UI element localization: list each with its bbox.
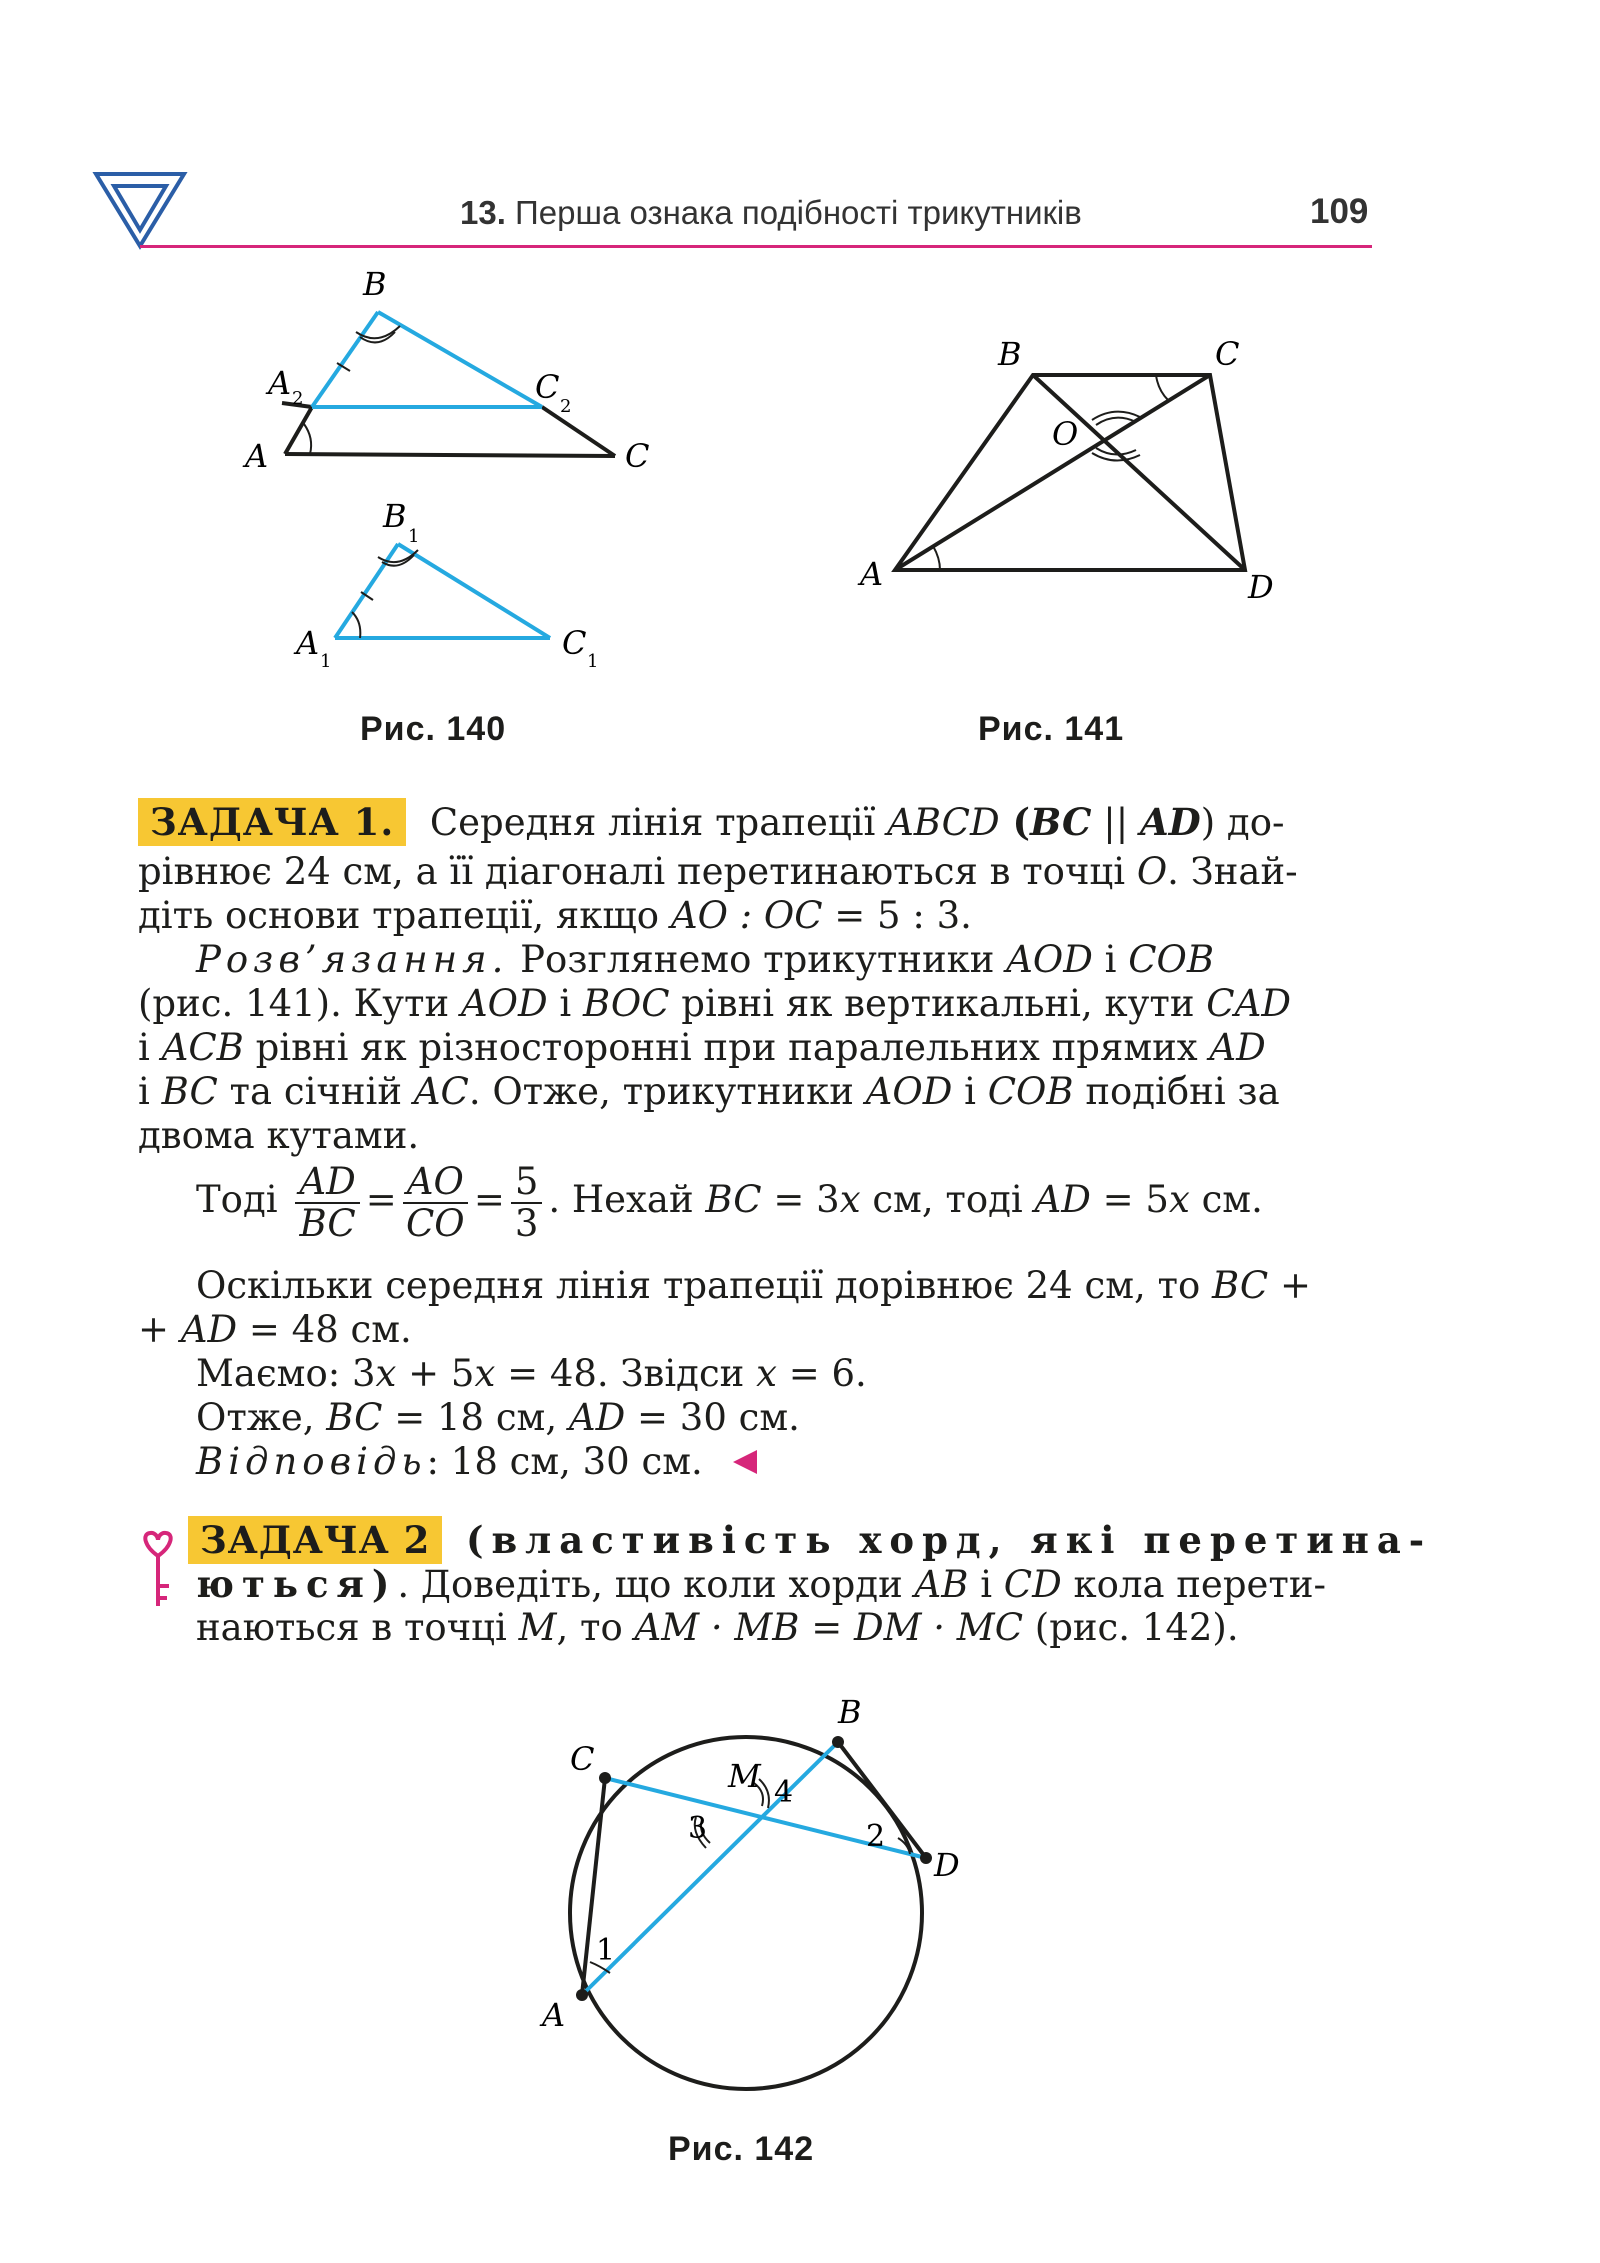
task1-line10: Оскільки середня лінія трапеції дорівнює 24 см, то BC +	[196, 1264, 1311, 1307]
figure-142	[520, 1680, 990, 2120]
svg-text:2: 2	[292, 388, 304, 409]
svg-text:C: C	[562, 624, 587, 662]
fraction-ao-co: $\frac{AO}{CO}$	[403, 1162, 468, 1244]
section-title: 13. Перша ознака подібності трикутників	[460, 194, 1082, 231]
svg-text:A: A	[268, 364, 292, 402]
label-B: B	[363, 265, 387, 303]
svg-text:D: D	[1248, 568, 1274, 606]
svg-text:4: 4	[774, 1775, 794, 1810]
svg-text:M: M	[728, 1757, 761, 1795]
svg-text:B: B	[383, 497, 407, 535]
svg-text:1: 1	[596, 1933, 616, 1968]
svg-text:2: 2	[560, 396, 572, 417]
key-icon	[136, 1528, 180, 1610]
figure-140	[230, 262, 670, 682]
task1-line13: Отже, BC = 18 см, AD = 30 см.	[196, 1396, 800, 1439]
svg-text:1: 1	[587, 651, 599, 672]
svg-text:C: C	[1215, 335, 1240, 373]
task1-label: ЗАДАЧА 1.	[138, 798, 406, 846]
task1-line8: двома кутами.	[138, 1114, 420, 1157]
caption-fig142: Рис. 142	[668, 2130, 815, 2168]
svg-text:B: B	[838, 1693, 862, 1731]
task1-line9: Тоді $\frac{AD}{BC}$ = $\frac{AO}{CO}$ = $\frac{5}{3}$ . Нехай BC = 3x см, тоді AD = 5x см.	[196, 1159, 1263, 1245]
svg-text:A: A	[296, 624, 320, 662]
task1-answer: Відповідь: 18 см, 30 см.	[196, 1440, 1432, 1484]
caption-fig141: Рис. 141	[978, 710, 1125, 748]
svg-text:C: C	[535, 368, 560, 406]
svg-text:C: C	[625, 437, 650, 475]
end-of-solution-icon	[729, 1446, 761, 1478]
task1-line1: ЗАДАЧА 1. Середня лінія трапеції ABCD (BC || AD) до-	[138, 800, 1374, 845]
svg-text:1: 1	[408, 526, 420, 547]
page-number: 109	[1310, 192, 1369, 231]
svg-text:2: 2	[866, 1819, 886, 1854]
task1-line2: рівнює 24 см, а її діагоналі перетинаються в точці O. Знай-	[138, 850, 1298, 893]
figure-141	[840, 330, 1290, 610]
task1-line4: Розв’язання. Розглянемо трикутники AOD і COB	[196, 938, 1215, 981]
section-logo-icon	[92, 168, 188, 252]
svg-text:3: 3	[688, 1811, 708, 1846]
fraction-5-3: $\frac{5}{3}$	[511, 1162, 543, 1244]
header-divider	[140, 245, 1372, 248]
svg-text:A: A	[860, 555, 884, 593]
task2-line2: ються). Доведіть, що коли хорди AB і CD кола перети-	[196, 1562, 1327, 1606]
task1-line12: Маємо: 3x + 5x = 48. Звідси x = 6.	[196, 1352, 867, 1395]
fraction-ad-bc: $\frac{AD}{BC}$	[295, 1162, 359, 1244]
svg-text:D: D	[934, 1846, 960, 1884]
side-ba2	[312, 312, 378, 407]
task1-line3: діть основи трапеції, якщо AO : OC = 5 : 3.	[138, 894, 972, 937]
svg-text:A: A	[245, 437, 269, 475]
task2-line3: наються в точці M, то AM · MB = DM · MC (рис. 142).	[196, 1606, 1239, 1649]
svg-text:C: C	[570, 1740, 595, 1778]
task2-line1: ЗАДАЧА 2 (властивість хорд, які перетина-	[188, 1518, 1424, 1563]
svg-text:1: 1	[320, 651, 332, 672]
task2-label: ЗАДАЧА 2	[188, 1516, 442, 1564]
task1-line6: і ACB рівні як різносторонні при паралельних прямих AD	[138, 1026, 1266, 1069]
svg-text:B: B	[998, 335, 1022, 373]
task1-line11: + AD = 48 см.	[138, 1308, 412, 1351]
task1-line5: (рис. 141). Кути AOD і BOC рівні як вертикальні, кути CAD	[138, 982, 1291, 1025]
svg-text:O: O	[1052, 415, 1079, 453]
svg-text:A: A	[542, 1996, 566, 2034]
caption-fig140: Рис. 140	[360, 710, 507, 748]
task1-line7: і BC та січній AC. Отже, трикутники AOD і COB подібні за	[138, 1070, 1280, 1113]
